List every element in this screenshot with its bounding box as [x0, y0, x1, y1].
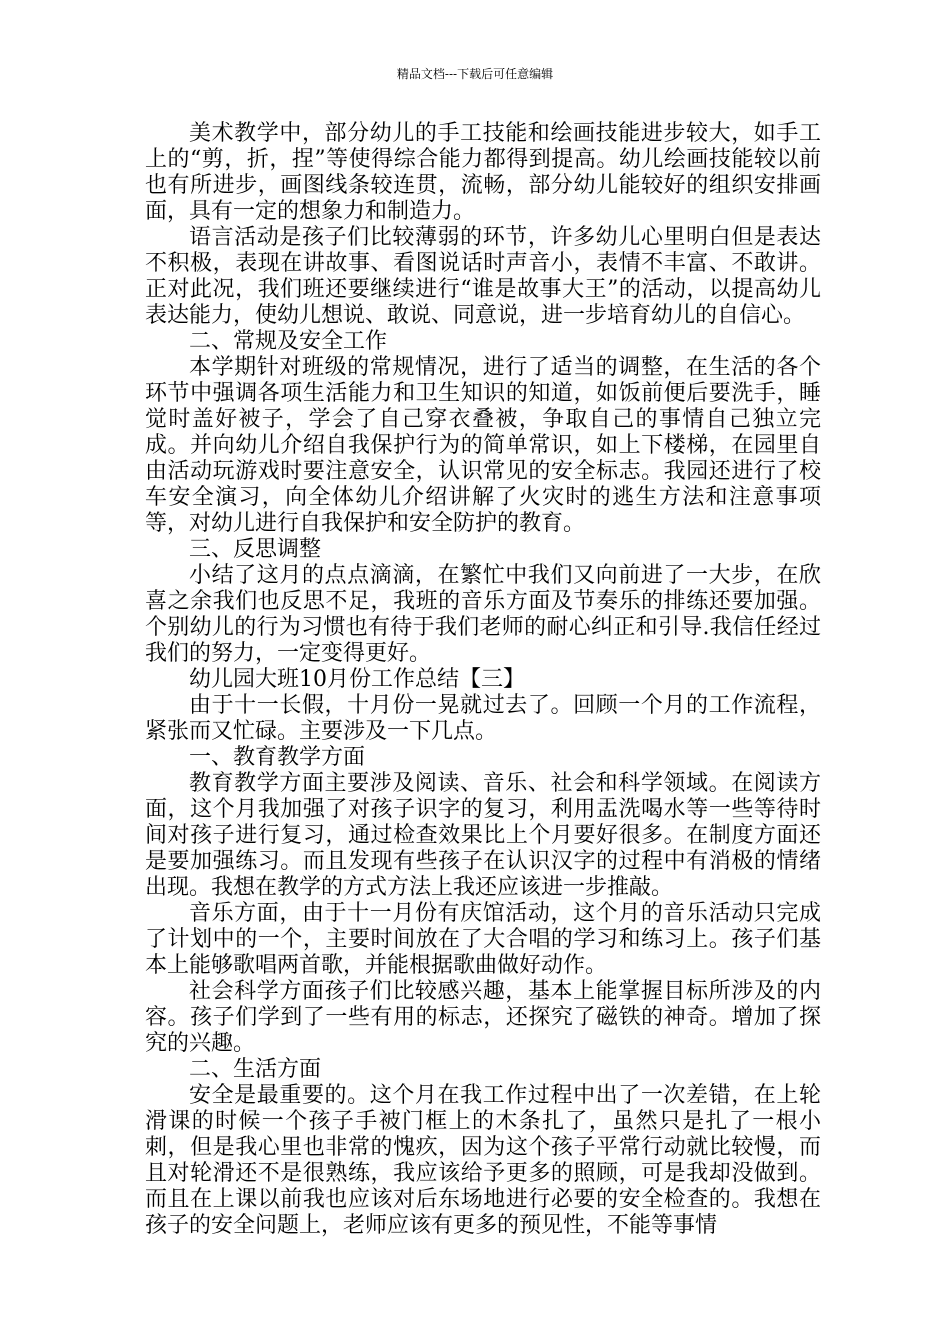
page-header: 精品文档---下载后可任意编辑: [396, 67, 554, 81]
paragraph-reading: 教育教学方面主要涉及阅读、音乐、社会和科学领域。在阅读方面，这个月我加强了对孩子识字的复习，利用盂洗喝水等一些等待时间对孩子进行复习，通过检查效果比上个月要好很多。在制度方面还是要加强练习。而且发现有些孩子在认识汉字的过程中有消极的情绪出现。我想在教学的方式方法上我还应该进一步推敲。: [145, 771, 821, 900]
paragraph-music: 音乐方面，由于十一月份有庆馆活动，这个月的音乐活动只完成了计划中的一个，主要时间放在了大合唱的学习和练习上。孩子们基本上能够歌唱两首歌，并能根据歌曲做好动作。: [145, 901, 821, 978]
document-body: [145, 121, 821, 1239]
paragraph-intro: 由于十一长假，十月份一晃就过去了。回顾一个月的工作流程，紧张而又忙碌。主要涉及一下几点。: [145, 693, 821, 744]
paragraph-social-science: 社会科学方面孩子们比较感兴趣，基本上能掌握目标所涉及的内容。孩子们学到了一些有用的标志，还探究了磁铁的神奇。增加了探究的兴趣。: [145, 979, 821, 1056]
section-heading-reflection: 三、反思调整: [189, 537, 322, 562]
section-heading-life: 二、生活方面: [189, 1057, 322, 1082]
document-subtitle: 幼儿园大班10月份工作总结【三】: [189, 667, 525, 692]
paragraph-routine-safety: 本学期针对班级的常规情况，进行了适当的调整，在生活的各个环节中强调各项生活能力和卫生知识的知道，如饭前便后要洗手，睡觉时盖好被子，学会了自己穿衣叠被，争取自己的事情自己独立完成。并向幼儿介绍自我保护行为的简单常识，如上下楼梯，在园里自由活动玩游戏时要注意安全，认识常见的安全标志。我园还进行了校车安全演习，向全体幼儿介绍讲解了火灾时的逃生方法和注意事项等，对幼儿进行自我保护和安全防护的教育。: [145, 355, 821, 536]
section-heading-routine-safety: 二、常规及安全工作: [189, 329, 388, 354]
paragraph-art-teaching: 美术教学中，部分幼儿的手工技能和绘画技能进步较大，如手工上的“剪，折，捏”等使得综合能力都得到提高。幼儿绘画技能较以前也有所进步，画图线条较连贯，流畅，部分幼儿能较好的组织安排画面，具有一定的想象力和制造力。: [145, 121, 821, 224]
section-heading-education: 一、教育教学方面: [189, 745, 366, 770]
paragraph-reflection: 小结了这月的点点滴滴，在繁忙中我们又向前进了一大步，在欣喜之余我们也反思不足，我班的音乐方面及节奏乐的排练还要加强。个别幼儿的行为习惯也有待于我们老师的耐心纠正和引导.我信任经过我们的努力，一定变得更好。: [145, 563, 821, 666]
paragraph-language-activity: 语言活动是孩子们比较薄弱的环节，许多幼儿心里明白但是表达不积极，表现在讲故事、看图说话时声音小，表情不丰富、不敢讲。正对此况，我们班还要继续进行“谁是故事大王”的活动，以提高幼儿表达能力，使幼儿想说、敢说、同意说，进一步培育幼儿的自信心。: [145, 225, 821, 328]
paragraph-safety: 安全是最重要的。这个月在我工作过程中出了一次差错，在上轮滑课的时候一个孩子手被门框上的木条扎了，虽然只是扎了一根小刺，但是我心里也非常的愧疚，因为这个孩子平常行动就比较慢，而且对轮滑还不是很熟练，我应该给予更多的照顾，可是我却没做到。而且在上课以前我也应该对后东场地进行必要的安全检查的。我想在孩子的安全问题上，老师应该有更多的预见性，不能等事情: [145, 1083, 821, 1238]
